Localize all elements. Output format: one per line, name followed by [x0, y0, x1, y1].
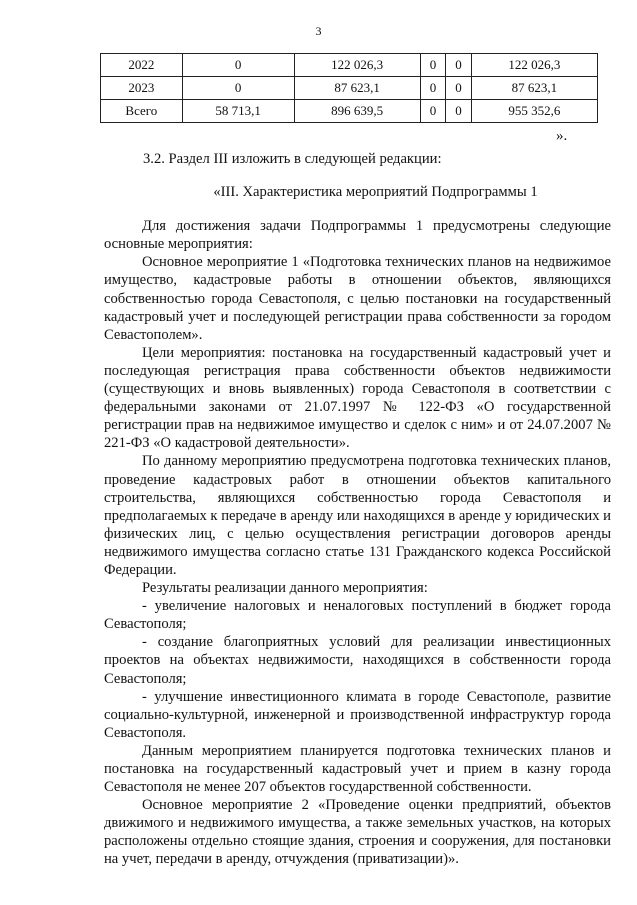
table-closing-mark: ». [556, 128, 568, 144]
table-cell: 0 [446, 100, 471, 123]
list-item: - увеличение налоговых и неналоговых поступлений в бюджет города Севастополя; [104, 598, 611, 633]
table-cell: 896 639,5 [294, 100, 420, 123]
table-cell: 0 [420, 54, 445, 77]
page-number: 3 [315, 24, 322, 38]
table-cell: 2022 [101, 54, 183, 77]
table-cell: 122 026,3 [471, 54, 597, 77]
section-title: «III. Характеристика мероприятий Подпрограммы 1 [213, 184, 538, 201]
paragraph: Данным мероприятием планируется подготовка технических планов и постановка на государственный кадастровый учет и прием в казну города Севастополя не менее 207 объектов государственной собственности. [104, 742, 611, 796]
list-item: - создание благоприятных условий для реализации инвестиционных проектов на объектах недвижимости, находящихся в собственности города Севастополя; [104, 634, 611, 687]
paragraph: Цели мероприятия: постановка на государственный кадастровый учет и последующая регистрация права собственности объектов недвижимости (существующих и вновь выявленных) города Севастополя в соответствии с федеральными законами от 21.07.1997 № 122-ФЗ «О государственной регистрации прав на недвижимое имущество и сделок с ним» и от 24.07.2007 № 221-ФЗ «О кадастровой деятельности». [104, 344, 611, 452]
paragraph: Основное мероприятие 2 «Проведение оценки предприятий, объектов движимого и недвижимого имущества, а также земельных участков, на которых расположены отдельно стоящие здания, строения и сооружения, для постановки на учет, передачи в аренду, отчуждения (приватизации)». [104, 797, 611, 868]
table-row [101, 100, 598, 123]
table-cell: 58 713,1 [182, 100, 294, 123]
section-instruction: 3.2. Раздел III изложить в следующей редакции: [143, 151, 442, 167]
table-cell: 0 [446, 54, 471, 77]
table-cell: Всего [101, 100, 183, 123]
table-cell: 87 623,1 [471, 77, 597, 100]
table-cell: 87 623,1 [294, 77, 420, 100]
table-cell: 955 352,6 [471, 100, 597, 123]
document-body [104, 150, 611, 869]
table-cell: 0 [420, 100, 445, 123]
table-cell: 0 [182, 77, 294, 100]
table-cell: 122 026,3 [294, 54, 420, 77]
paragraph: Результаты реализации данного мероприятия: [142, 580, 428, 597]
table-cell: 0 [420, 77, 445, 100]
paragraph: По данному мероприятию предусмотрена подготовка технических планов, проведение кадастровых работ в отношении объектов капитального строительства, являющихся собственностью города Севастополя и предполагаемых к передаче в аренду или находящихся в аренде у юридических и физических лиц, с целью осуществления регистрации договоров аренды недвижимого имущества согласно статье 131 Гражданского кодекса Российской Федерации. [104, 453, 611, 578]
financing-table [100, 53, 598, 123]
table-cell: 0 [446, 77, 471, 100]
paragraph: Для достижения задачи Подпрограммы 1 предусмотрены следующие основные мероприятия: [104, 218, 611, 253]
list-item: - улучшение инвестиционного климата в городе Севастополе, развитие социально-культурной, инженерной и производственной инфраструктур города Севастополя. [104, 688, 611, 741]
table-cell: 0 [182, 54, 294, 77]
paragraph: Основное мероприятие 1 «Подготовка технических планов на недвижимое имущество, кадастровые работы в отношении объектов, являющихся собственностью города Севастополя, с целью постановки на государственный кадастровый учет и последующей регистрации права собственности за городом Севастополем». [104, 254, 611, 343]
table-cell: 2023 [101, 77, 183, 100]
table-row [101, 77, 598, 100]
table-row [101, 54, 598, 77]
